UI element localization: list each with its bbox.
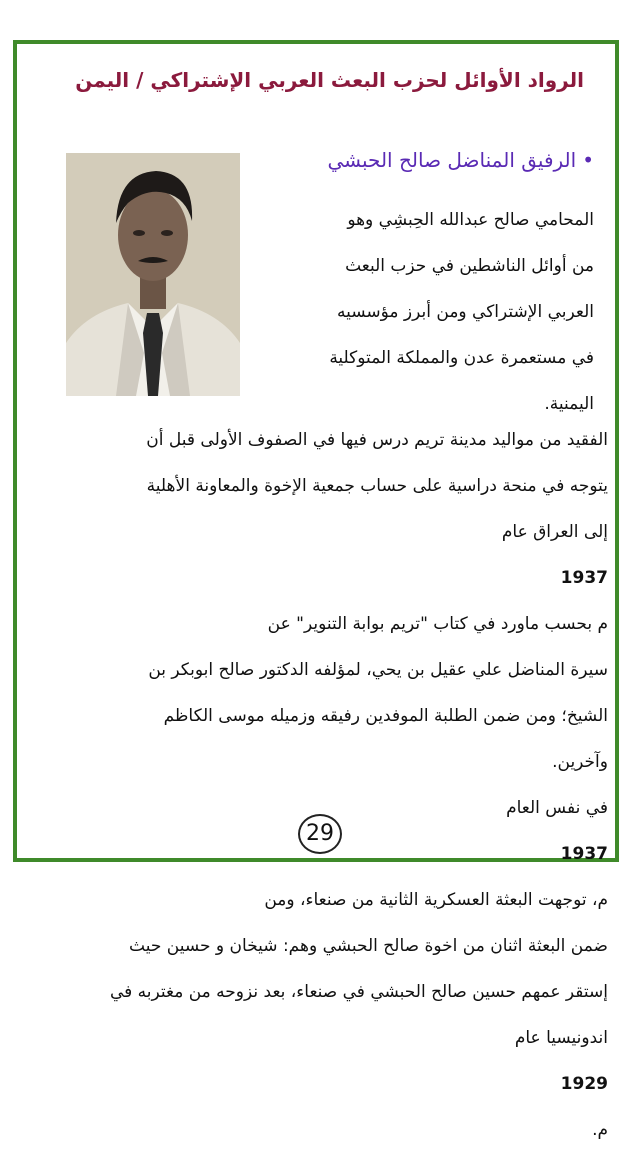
intro-line: المحامي صالح عبدالله الحِبشِي وهو xyxy=(347,210,594,230)
body-line xyxy=(24,1015,608,1153)
bullet-icon: • xyxy=(582,148,594,172)
intro-line: العربي الإشتراكي ومن أبرز مؤسسيه xyxy=(336,302,594,322)
body-text-fragment: م. xyxy=(592,1120,608,1140)
profile-heading xyxy=(328,146,595,174)
body-line: الشيخ؛ ومن ضمن الطلبة الموفدين رفيقه وزميله موسى الكاظم xyxy=(163,706,608,726)
body-text-fragment: إلى العراق عام xyxy=(501,522,608,542)
intro-line: من أوائل الناشطين في حزب البعث xyxy=(345,256,594,276)
body-line: وآخرين. xyxy=(552,752,608,772)
intro-line: في مستعمرة عدن والمملكة المتوكلية xyxy=(329,348,594,368)
body-text-fragment: اندونيسيا عام xyxy=(514,1028,608,1048)
profile-name: الرفيق المناضل صالح الحبشي xyxy=(327,148,577,172)
year-1929: 1929 xyxy=(560,1074,608,1094)
body-text-fragment: في نفس العام xyxy=(506,798,608,818)
body-line: ضمن البعثة اثنان من اخوة صالح الحبشي وهم: شيخان و حسين حيث xyxy=(129,936,608,956)
body-line: يتوجه في منحة دراسية على حساب جمعية الإخوة والمعاونة الأهلية xyxy=(146,476,608,496)
body-line: الفقيد من مواليد مدينة تريم درس فيها في الصفوف الأولى قبل أن xyxy=(146,430,608,450)
body-line: إستقر عمهم حسين صالح الحبشي في صنعاء، بعد نزوحه من مغتربه في xyxy=(109,982,608,1002)
body-text-fragment: م بحسب ماورد في كتاب "تريم بوابة التنوير" عن xyxy=(267,614,608,634)
body-line xyxy=(24,509,608,647)
year-1937: 1937 xyxy=(560,568,608,588)
year-1937: 1937 xyxy=(560,844,608,864)
intro-paragraph xyxy=(258,197,594,427)
body-line: سيرة المناضل علي عقيل بن يحي، لمؤلفه الدكتور صالح ابوبكر بن xyxy=(148,660,608,680)
intro-line: اليمنية. xyxy=(544,394,594,414)
body-line xyxy=(24,785,608,923)
body-text-fragment: م، توجهت البعثة العسكرية الثانية من صنعاء، ومن xyxy=(264,890,608,910)
page-title: الرواد الأوائل لحزب البعث العربي الإشتراكي / اليمن xyxy=(75,68,584,92)
page-number: 29 xyxy=(298,814,342,854)
body-paragraph xyxy=(24,417,608,1153)
portrait-photo-icon xyxy=(66,153,240,396)
